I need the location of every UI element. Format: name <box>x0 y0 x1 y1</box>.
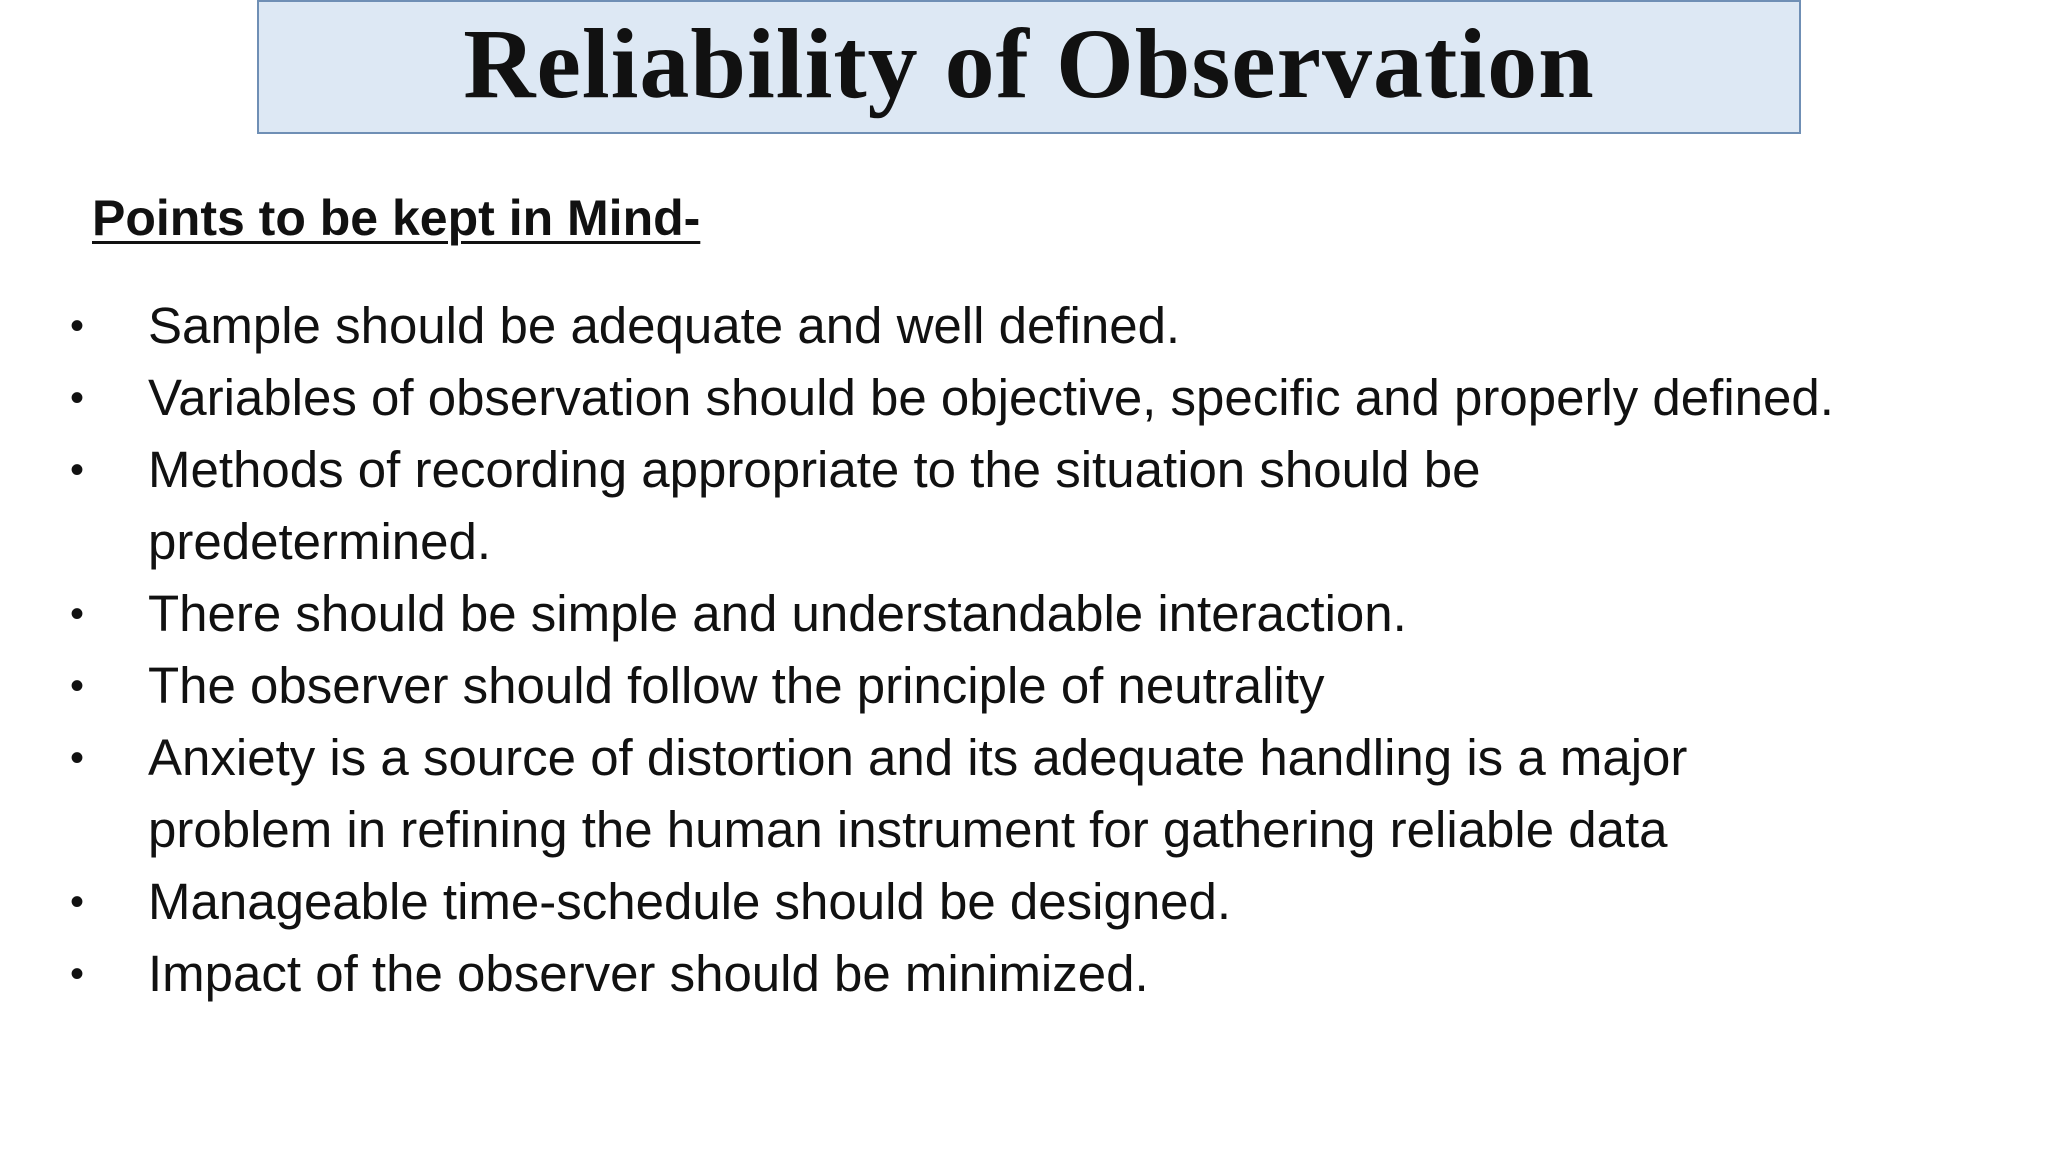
bullet-text: Manageable time-schedule should be designed. <box>148 873 1232 930</box>
bullet-item-interaction <box>64 578 2024 650</box>
bullet-item-methods <box>64 434 2024 578</box>
bullet-text: Variables of observation should be objective, specific and properly defined. <box>148 369 1834 426</box>
bullet-item-schedule <box>64 866 2024 938</box>
title-box <box>257 0 1801 134</box>
bullet-icon: • <box>70 880 85 924</box>
bullet-item-impact <box>64 938 2024 1010</box>
bullet-icon: • <box>70 448 85 492</box>
subheading: Points to be kept in Mind- <box>92 190 701 246</box>
bullet-text: Impact of the observer should be minimized. <box>148 945 1149 1002</box>
bullet-icon: • <box>70 952 85 996</box>
bullet-text: There should be simple and understandable interaction. <box>148 585 1407 642</box>
bullet-icon: • <box>70 736 85 780</box>
bullet-item-anxiety <box>64 722 2024 866</box>
bullet-icon: • <box>70 304 85 348</box>
bullet-text: Sample should be adequate and well defined. <box>148 297 1181 354</box>
bullet-text: Methods of recording appropriate to the situation should be predetermined. <box>148 441 1481 570</box>
bullet-icon: • <box>70 664 85 708</box>
bullet-text: Anxiety is a source of distortion and its adequate handling is a major problem in refining the human instrument for gathering reliable data <box>148 729 1688 858</box>
bullet-item-sample <box>64 290 2024 362</box>
bullet-item-neutrality <box>64 650 2024 722</box>
bullet-text: The observer should follow the principle of neutrality <box>148 657 1325 714</box>
bullet-icon: • <box>70 376 85 420</box>
bullet-list <box>64 290 2024 1010</box>
bullet-icon: • <box>70 592 85 636</box>
bullet-item-variables <box>64 362 2024 434</box>
slide-title: Reliability of Observation <box>463 8 1595 119</box>
